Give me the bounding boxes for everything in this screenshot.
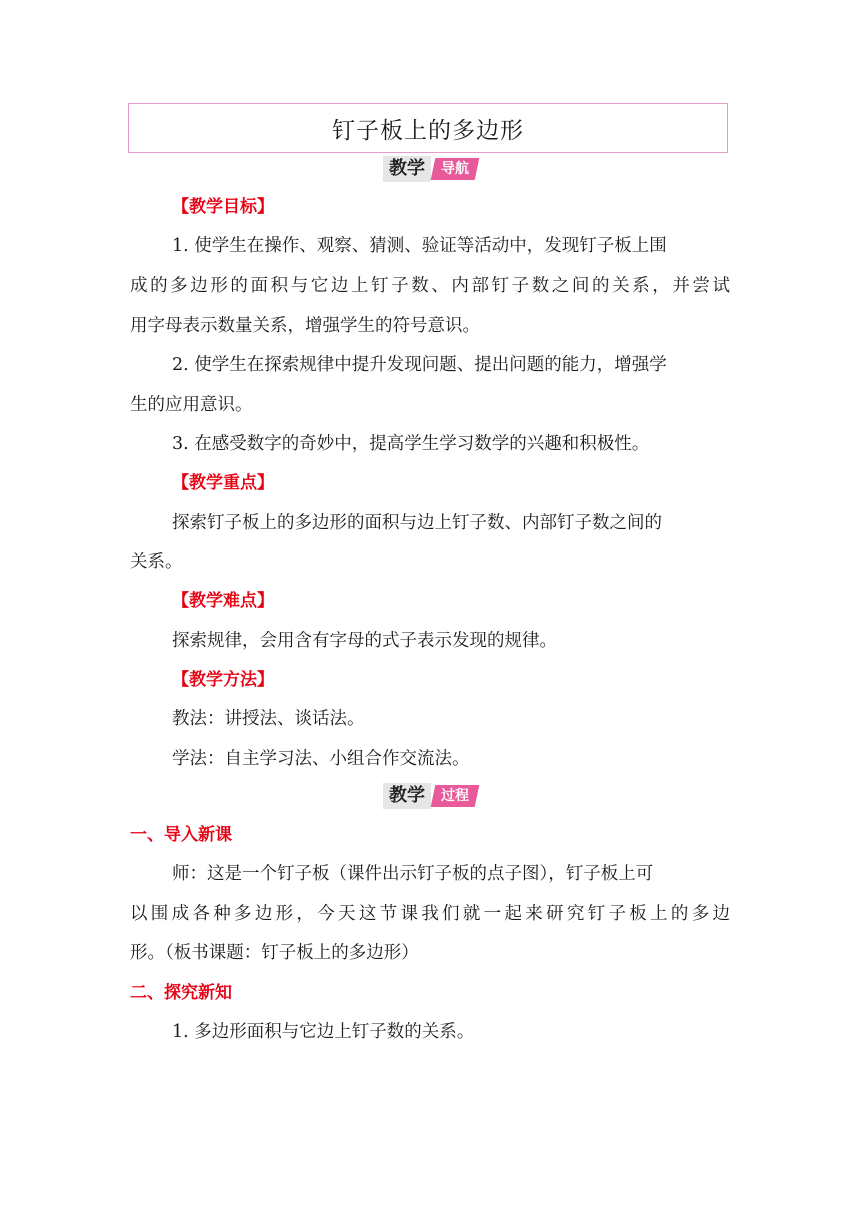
difficulties-line-1: 探索规律，会用含有字母的式子表示发现的规律。 — [172, 631, 557, 651]
objectives-line-1: 1. 使学生在操作、观察、猜测、验证等活动中，发现钉子板上围 — [172, 236, 667, 256]
key-points-heading: 【教学重点】 — [172, 473, 274, 493]
section1-line-2: 以围成各种多边形，今天这节课我们就一起来研究钉子板上的多边 — [130, 904, 730, 924]
methods-line-2: 学法：自主学习法、小组合作交流法。 — [172, 749, 470, 769]
section2-line-1: 1. 多边形面积与它边上钉子数的关系。 — [172, 1022, 475, 1042]
objectives-line-6: 3. 在感受数字的奇妙中，提高学生学习数学的兴趣和积极性。 — [172, 434, 650, 454]
difficulties-heading: 【教学难点】 — [172, 591, 274, 611]
key-points-line-1: 探索钉子板上的多边形的面积与边上钉子数、内部钉子数之间的 — [172, 513, 662, 533]
banner-process-left: 教学 — [383, 783, 431, 809]
objectives-line-5: 生的应用意识。 — [130, 395, 253, 415]
section1-line-3: 形。（板书课题：钉子板上的多边形） — [130, 943, 419, 963]
lesson-title — [128, 103, 728, 153]
section2-heading: 二、探究新知 — [130, 983, 232, 1003]
objectives-heading: 【教学目标】 — [172, 197, 274, 217]
lesson-title-text: 钉子板上的多边形 — [332, 117, 524, 144]
objectives-line-3: 用字母表示数量关系，增强学生的符号意识。 — [130, 316, 480, 336]
section1-heading: 一、导入新课 — [130, 825, 232, 845]
objectives-line-2: 成的多边形的面积与它边上钉子数、内部钉子数之间的关系，并尝试 — [130, 276, 730, 296]
methods-heading: 【教学方法】 — [172, 670, 274, 690]
objectives-line-4: 2. 使学生在探索规律中提升发现问题、提出问题的能力，增强学 — [172, 355, 667, 375]
key-points-line-2: 关系。 — [130, 552, 183, 572]
banner-guide-right: 导航 — [431, 158, 480, 180]
banner-guide-left: 教学 — [383, 156, 431, 182]
banner-process-right: 过程 — [431, 785, 480, 807]
teaching-guide-banner — [0, 155, 860, 183]
methods-line-1: 教法：讲授法、谈话法。 — [172, 709, 365, 729]
section1-line-1: 师：这是一个钉子板（课件出示钉子板的点子图），钉子板上可 — [172, 864, 654, 884]
teaching-process-banner — [0, 782, 860, 810]
